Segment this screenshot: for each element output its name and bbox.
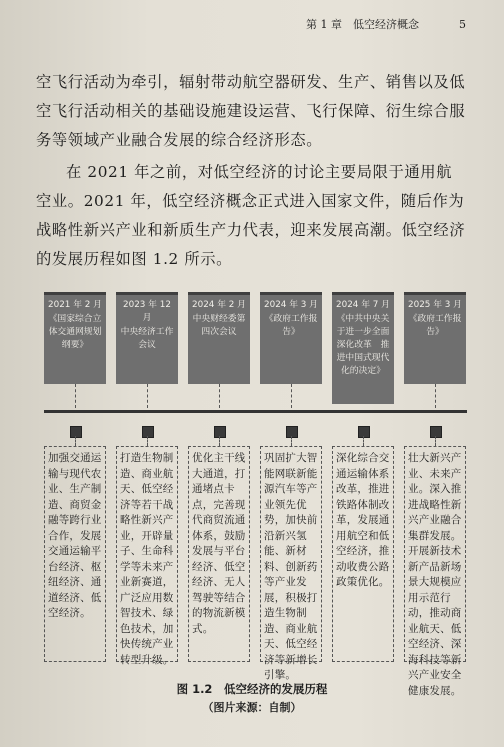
timeline-event: 《中共中央关于进一步全面深化改革 推进中国式现代化的决定》 [336, 314, 390, 376]
connector-line [291, 436, 292, 446]
connector-line [363, 436, 364, 446]
timeline-detail: 巩固扩大智能网联新能源汽车等产业领先优势，加快前沿新兴氢能、新材料、创新药等产业发展，积极打造生物制造、商业航天、低空经济等新增长引擎。 [260, 446, 322, 662]
page-number: 5 [459, 18, 466, 31]
connector-line [291, 384, 292, 408]
timeline-marker [214, 426, 226, 438]
timeline-date: 2025 年 3 月 [408, 300, 462, 310]
timeline-date: 2023 年 12 月 [123, 300, 171, 323]
timeline-header [332, 292, 394, 404]
timeline-marker [430, 426, 442, 438]
connector-line [219, 384, 220, 408]
connector-line [147, 436, 148, 446]
chapter-title: 第 1 章 低空经济概念 [306, 18, 419, 31]
connector-line [435, 436, 436, 446]
timeline-column [188, 292, 250, 384]
timeline-column [44, 292, 106, 384]
timeline-axis [44, 410, 467, 413]
timeline-header [404, 292, 466, 384]
connector-line [147, 384, 148, 408]
timeline-detail: 打造生物制造、商业航天、低空经济等若干战略性新兴产业，开辟量子、生命科学等未来产业新赛道，广泛应用数智技术、绿色技术，加快传统产业转型升级。 [116, 446, 178, 662]
timeline-date: 2021 年 2 月 [48, 300, 102, 310]
figure-source: （图片来源：自制） [202, 701, 302, 714]
timeline-header [116, 292, 178, 384]
timeline-event: 中央经济工作会议 [120, 327, 174, 350]
connector-line [75, 436, 76, 446]
timeline-detail: 优化主干线大通道，打通堵点卡点，完善现代商贸流通体系，鼓励发展与平台经济、低空经济、无人驾驶等结合的物流新模式。 [188, 446, 250, 662]
figure-caption: 图 1.2 低空经济的发展历程 [176, 682, 328, 696]
connector-line [219, 436, 220, 446]
timeline-header [44, 292, 106, 384]
timeline-detail: 深化综合交通运输体系改革，推进铁路体制改革，发展通用航空和低空经济，推动收费公路政策优化。 [332, 446, 394, 662]
timeline-detail: 加强交通运输与现代农业、生产制造、商贸金融等跨行业合作，发展交通运输平台经济、枢纽经济、通道经济、低空经济。 [44, 446, 106, 662]
running-header [306, 16, 466, 32]
connector-line [75, 384, 76, 408]
timeline-column [260, 292, 322, 384]
timeline-event: 《政府工作报告》 [408, 314, 462, 337]
connector-line [435, 384, 436, 408]
timeline-marker [70, 426, 82, 438]
timeline-detail: 壮大新兴产业、未来产业。深入推进战略性新兴产业融合集群发展。开展新技术新产品新场景大规模应用示范行动，推动商业航天、低空经济、深海科技等新兴产业安全健康发展。 [404, 446, 466, 662]
timeline-marker [286, 426, 298, 438]
timeline-marker [358, 426, 370, 438]
timeline-event: 《政府工作报告》 [264, 314, 318, 337]
timeline-header [188, 292, 250, 384]
body-paragraph: 空飞行活动为牵引，辐射带动航空器研发、生产、销售以及低空飞行活动相关的基础设施建设运营、飞行保障、衍生综合服务等领域产业融合发展的综合经济形态。 [36, 73, 466, 149]
body-paragraph: 在 2021 年之前，对低空经济的讨论主要局限于通用航空业。2021 年，低空经济概念正式进入国家文件，随后作为战略性新兴产业和新质生产力代表，迎来发展高潮。低空经济的发展历程如图 1.2 所示。 [36, 163, 466, 268]
timeline-column [116, 292, 178, 384]
timeline-column [332, 292, 394, 404]
timeline-column [404, 292, 466, 384]
timeline-event: 中央财经委第四次会议 [192, 314, 246, 337]
timeline-event: 《国家综合立体交通网规划纲要》 [48, 314, 102, 350]
timeline-date: 2024 年 7 月 [336, 300, 390, 310]
timeline-date: 2024 年 2 月 [192, 300, 246, 310]
timeline-header [260, 292, 322, 384]
timeline-date: 2024 年 3 月 [264, 300, 318, 310]
timeline-marker [142, 426, 154, 438]
